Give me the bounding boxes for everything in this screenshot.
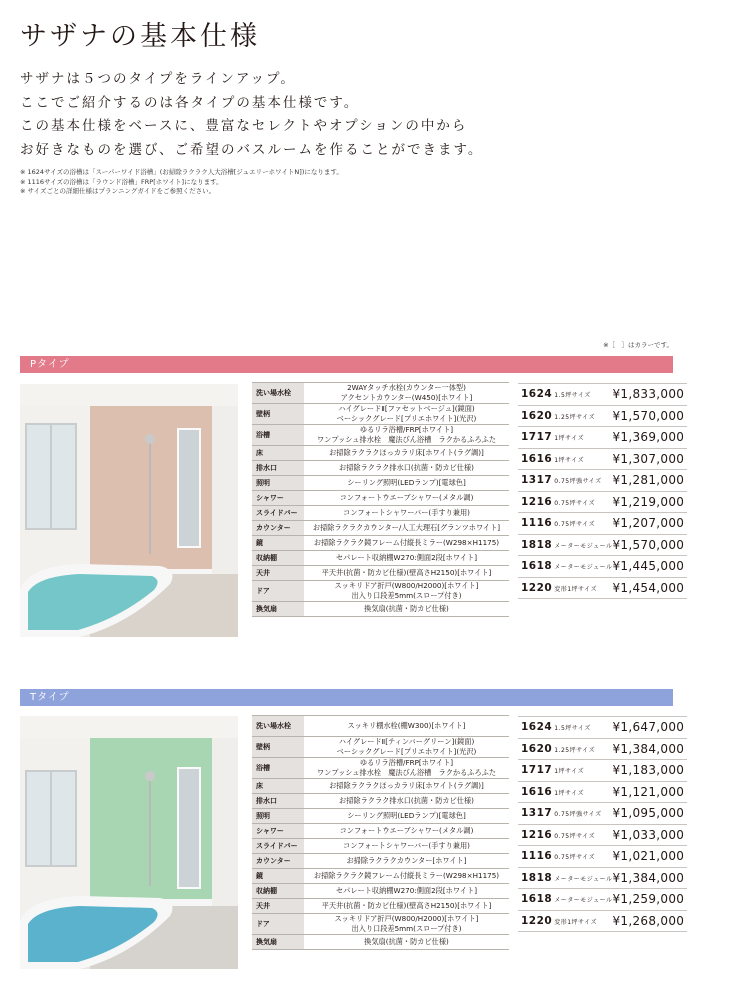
- price-value: ¥1,207,000: [613, 513, 688, 535]
- price-value: ¥1,219,000: [613, 491, 688, 513]
- spec-key: 床: [252, 779, 304, 794]
- spec-row: [252, 506, 509, 521]
- spec-row: [252, 566, 509, 581]
- size-code: 1616: [521, 452, 553, 465]
- size-label: 1坪サイズ: [554, 435, 585, 443]
- spec-key: シャワー: [252, 491, 304, 506]
- color-note: ※［ ］はカラーです。: [603, 341, 673, 349]
- price-row: [518, 846, 687, 868]
- spec-value: お掃除ラクラクほっカラリ床[ホワイト(ラグ調)]: [304, 446, 509, 461]
- spec-value: お掃除ラクラクほっカラリ床[ホワイト(ラグ調)]: [304, 779, 509, 794]
- size-label: メーターモジュール: [554, 875, 613, 883]
- size-code: 1620: [521, 409, 553, 422]
- spec-key: 洗い場水栓: [252, 716, 304, 737]
- spec-key: シャワー: [252, 824, 304, 839]
- price-value: ¥1,307,000: [613, 448, 688, 470]
- spec-key: 浴槽: [252, 425, 304, 446]
- price-row: [518, 867, 687, 889]
- size-code: 1116: [521, 850, 553, 863]
- price-value: ¥1,268,000: [613, 910, 688, 932]
- price-row: [518, 738, 687, 760]
- spec-row: [252, 461, 509, 476]
- size-label: 0.75坪強サイズ: [554, 811, 602, 819]
- spec-row: [252, 839, 509, 854]
- price-row: [518, 760, 687, 782]
- size-code: 1818: [521, 538, 553, 551]
- price-row: [518, 513, 687, 535]
- size-label: 変形1坪サイズ: [554, 918, 598, 926]
- intro-line: お好きなものを選び、ご希望のバスルームを作ることができます。: [20, 141, 484, 158]
- spec-value: お掃除ラクラク鏡フレーム付縦長ミラー(W298×H1175): [304, 869, 509, 884]
- spec-row: [252, 602, 509, 617]
- size-code: 1620: [521, 742, 553, 755]
- spec-value: シーリング照明(LEDランプ)[電球色]: [304, 476, 509, 491]
- footnotes: [20, 168, 343, 197]
- bathroom-illustration-t: [20, 716, 238, 969]
- intro-line: サザナは５つのタイプをラインアップ。: [20, 71, 296, 87]
- size-cell: [518, 803, 613, 825]
- spec-row: [252, 809, 509, 824]
- size-cell: [518, 824, 613, 846]
- price-value: ¥1,259,000: [613, 889, 688, 911]
- footnote: ※ サイズごとの詳細仕様はプランニングガイドをご参照ください。: [20, 187, 216, 195]
- price-value: ¥1,445,000: [613, 556, 688, 578]
- size-label: 1.5坪サイズ: [554, 392, 591, 400]
- size-cell: [518, 556, 613, 578]
- spec-key: 洗い場水栓: [252, 383, 304, 404]
- spec-row: [252, 884, 509, 899]
- price-value: ¥1,281,000: [613, 470, 688, 492]
- intro-line: ここでご紹介するのは各タイプの基本仕様です。: [20, 94, 360, 111]
- spec-value: ハイグレードⅡ[ファセットベージュ](鏡面) ベーシックグレード[プリエホワイト](光沢): [304, 404, 509, 425]
- spec-row: [252, 779, 509, 794]
- size-cell: [518, 448, 613, 470]
- spec-value: スッキリドア折戸(W800/H2000)[ホワイト] 出入り口段差5mm(スロープ付き): [304, 914, 509, 935]
- price-row: [518, 781, 687, 803]
- spec-key: 鏡: [252, 536, 304, 551]
- spec-value: ハイグレードⅡ[ティンバーグリーン](鏡面) ベーシックグレード[プリエホワイト](光沢): [304, 737, 509, 758]
- price-value: ¥1,454,000: [613, 577, 688, 599]
- size-code: 1317: [521, 474, 553, 487]
- size-cell: [518, 910, 613, 932]
- size-code: 1220: [521, 914, 553, 927]
- spec-value: ゆるリラ浴槽/FRP[ホワイト] ワンプッシュ排水栓 魔法びん浴槽 ラクかるふろふた: [304, 758, 509, 779]
- price-value: ¥1,570,000: [613, 405, 688, 427]
- section-header-t: Tタイプ: [20, 689, 673, 706]
- spec-row: [252, 425, 509, 446]
- spec-value: 換気扇(抗菌・防カビ仕様): [304, 602, 509, 617]
- spec-value: ゆるリラ浴槽/FRP[ホワイト] ワンプッシュ排水栓 魔法びん浴槽 ラクかるふろふた: [304, 425, 509, 446]
- price-value: ¥1,183,000: [613, 760, 688, 782]
- size-code: 1616: [521, 785, 553, 798]
- size-code: 1717: [521, 431, 553, 444]
- size-code: 1717: [521, 764, 553, 777]
- spec-row: [252, 716, 509, 737]
- footnote: ※ 1624サイズの浴槽は「スーパーワイド浴槽」(お掃除ラクラク人大浴槽[ジュエリーホワイトN])になります。: [20, 168, 343, 176]
- intro-text: [20, 68, 483, 162]
- size-code: 1220: [521, 581, 553, 594]
- size-cell: [518, 867, 613, 889]
- spec-key: 壁柄: [252, 404, 304, 425]
- size-label: 1坪サイズ: [554, 768, 585, 776]
- spec-value: シーリング照明(LEDランプ)[電球色]: [304, 809, 509, 824]
- size-cell: [518, 760, 613, 782]
- price-value: ¥1,033,000: [613, 824, 688, 846]
- price-row: [518, 803, 687, 825]
- price-table-p: [518, 383, 687, 599]
- price-row: [518, 824, 687, 846]
- bathroom-illustration-p: [20, 384, 238, 637]
- spec-key: 排水口: [252, 794, 304, 809]
- size-cell: [518, 513, 613, 535]
- spec-row: [252, 914, 509, 935]
- spec-row: [252, 794, 509, 809]
- size-cell: [518, 384, 613, 406]
- spec-row: [252, 854, 509, 869]
- size-label: 0.75坪強サイズ: [554, 478, 602, 486]
- spec-row: [252, 581, 509, 602]
- spec-value: お掃除ラクラク鏡フレーム付縦長ミラー(W298×H1175): [304, 536, 509, 551]
- size-cell: [518, 846, 613, 868]
- spec-key: ドア: [252, 581, 304, 602]
- size-label: 0.75坪サイズ: [554, 499, 596, 507]
- spec-key: スライドバー: [252, 506, 304, 521]
- price-value: ¥1,021,000: [613, 846, 688, 868]
- price-row: [518, 405, 687, 427]
- price-row: [518, 717, 687, 739]
- price-row: [518, 470, 687, 492]
- size-cell: [518, 427, 613, 449]
- bathroom-photo-p: [20, 384, 238, 637]
- price-row: [518, 427, 687, 449]
- spec-value: コンフォートシャワーバー(手すり兼用): [304, 839, 509, 854]
- price-row: [518, 556, 687, 578]
- price-value: ¥1,833,000: [613, 384, 688, 406]
- price-row: [518, 491, 687, 513]
- spec-value: 2WAYタッチ水栓(カウンター一体型) アクセントカウンター(W450)[ホワイト]: [304, 383, 509, 404]
- spec-value: セパレート収納棚W270:側面2段[ホワイト]: [304, 551, 509, 566]
- size-code: 1624: [521, 388, 553, 401]
- size-cell: [518, 534, 613, 556]
- price-row: [518, 448, 687, 470]
- page-title: サザナの基本仕様: [20, 21, 260, 52]
- size-cell: [518, 405, 613, 427]
- spec-key: 壁柄: [252, 737, 304, 758]
- size-cell: [518, 717, 613, 739]
- spec-value: コンフォートウエーブシャワー(メタル調): [304, 824, 509, 839]
- price-row: [518, 889, 687, 911]
- spec-row: [252, 899, 509, 914]
- spec-row: [252, 737, 509, 758]
- spec-value: コンフォートウエーブシャワー(メタル調): [304, 491, 509, 506]
- size-code: 1624: [521, 721, 553, 734]
- spec-table-p: [252, 382, 509, 617]
- size-label: メーターモジュール: [554, 564, 613, 572]
- size-label: メーターモジュール: [554, 542, 613, 550]
- size-cell: [518, 738, 613, 760]
- price-value: ¥1,647,000: [613, 717, 688, 739]
- size-code: 1317: [521, 807, 553, 820]
- intro-line: この基本仕様をベースに、豊富なセレクトやオプションの中から: [20, 118, 468, 134]
- spec-row: [252, 491, 509, 506]
- bathroom-photo-t: [20, 716, 238, 969]
- size-label: 変形1坪サイズ: [554, 585, 598, 593]
- spec-row: [252, 521, 509, 536]
- spec-value: お掃除ラクラク排水口(抗菌・防カビ仕様): [304, 794, 509, 809]
- spec-table-t: [252, 715, 509, 950]
- spec-value: コンフォートシャワーバー(手すり兼用): [304, 506, 509, 521]
- size-label: 1.25坪サイズ: [554, 746, 596, 754]
- spec-row: [252, 404, 509, 425]
- size-code: 1818: [521, 871, 553, 884]
- spec-row: [252, 551, 509, 566]
- price-value: ¥1,384,000: [613, 738, 688, 760]
- price-row: [518, 384, 687, 406]
- price-value: ¥1,095,000: [613, 803, 688, 825]
- size-cell: [518, 491, 613, 513]
- price-table-t: [518, 716, 687, 932]
- size-label: 1坪サイズ: [554, 456, 585, 464]
- spec-value: 換気扇(抗菌・防カビ仕様): [304, 935, 509, 950]
- spec-value: スッキリ棚水栓(棚W300)[ホワイト]: [304, 716, 509, 737]
- spec-value: 平天井(抗菌・防カビ仕様)(壁高さH2150)[ホワイト]: [304, 566, 509, 581]
- size-label: 0.75坪サイズ: [554, 854, 596, 862]
- price-row: [518, 910, 687, 932]
- price-value: ¥1,121,000: [613, 781, 688, 803]
- size-label: 1.25坪サイズ: [554, 413, 596, 421]
- spec-row: [252, 935, 509, 950]
- size-code: 1618: [521, 893, 553, 906]
- price-value: ¥1,570,000: [613, 534, 688, 556]
- spec-value: 平天井(抗菌・防カビ仕様)(壁高さH2150)[ホワイト]: [304, 899, 509, 914]
- spec-row: [252, 869, 509, 884]
- size-label: メーターモジュール: [554, 897, 613, 905]
- spec-key: 換気扇: [252, 602, 304, 617]
- spec-key: 収納棚: [252, 551, 304, 566]
- spec-key: 換気扇: [252, 935, 304, 950]
- size-label: 1坪サイズ: [554, 789, 585, 797]
- size-cell: [518, 470, 613, 492]
- spec-value: お掃除ラクラクカウンター[ホワイト]: [304, 854, 509, 869]
- spec-key: 照明: [252, 476, 304, 491]
- size-code: 1116: [521, 517, 553, 530]
- spec-key: ドア: [252, 914, 304, 935]
- spec-value: お掃除ラクラクカウンター/人工大理石[グランツホワイト]: [304, 521, 509, 536]
- price-value: ¥1,369,000: [613, 427, 688, 449]
- spec-key: スライドバー: [252, 839, 304, 854]
- size-code: 1216: [521, 495, 553, 508]
- spec-row: [252, 824, 509, 839]
- price-row: [518, 577, 687, 599]
- spec-key: 床: [252, 446, 304, 461]
- spec-key: 照明: [252, 809, 304, 824]
- price-value: ¥1,384,000: [613, 867, 688, 889]
- spec-key: 排水口: [252, 461, 304, 476]
- spec-key: 収納棚: [252, 884, 304, 899]
- spec-key: 浴槽: [252, 758, 304, 779]
- spec-row: [252, 476, 509, 491]
- spec-key: 天井: [252, 899, 304, 914]
- spec-value: セパレート収納棚W270:側面2段[ホワイト]: [304, 884, 509, 899]
- spec-row: [252, 446, 509, 461]
- footnote: ※ 1116サイズの浴槽は「ラウンド浴槽」FRP[ホワイト]になります。: [20, 177, 223, 186]
- spec-key: 鏡: [252, 869, 304, 884]
- spec-key: カウンター: [252, 521, 304, 536]
- section-header-p: Pタイプ: [20, 356, 673, 373]
- spec-key: 天井: [252, 566, 304, 581]
- size-code: 1216: [521, 828, 553, 841]
- size-cell: [518, 577, 613, 599]
- size-cell: [518, 781, 613, 803]
- spec-value: お掃除ラクラク排水口(抗菌・防カビ仕様): [304, 461, 509, 476]
- spec-value: スッキリドア折戸(W800/H2000)[ホワイト] 出入り口段差5mm(スロープ付き): [304, 581, 509, 602]
- size-code: 1618: [521, 560, 553, 573]
- spec-row: [252, 383, 509, 404]
- spec-row: [252, 758, 509, 779]
- size-label: 0.75坪サイズ: [554, 521, 596, 529]
- size-cell: [518, 889, 613, 911]
- price-row: [518, 534, 687, 556]
- spec-row: [252, 536, 509, 551]
- spec-key: カウンター: [252, 854, 304, 869]
- size-label: 0.75坪サイズ: [554, 832, 596, 840]
- size-label: 1.5坪サイズ: [554, 725, 591, 733]
